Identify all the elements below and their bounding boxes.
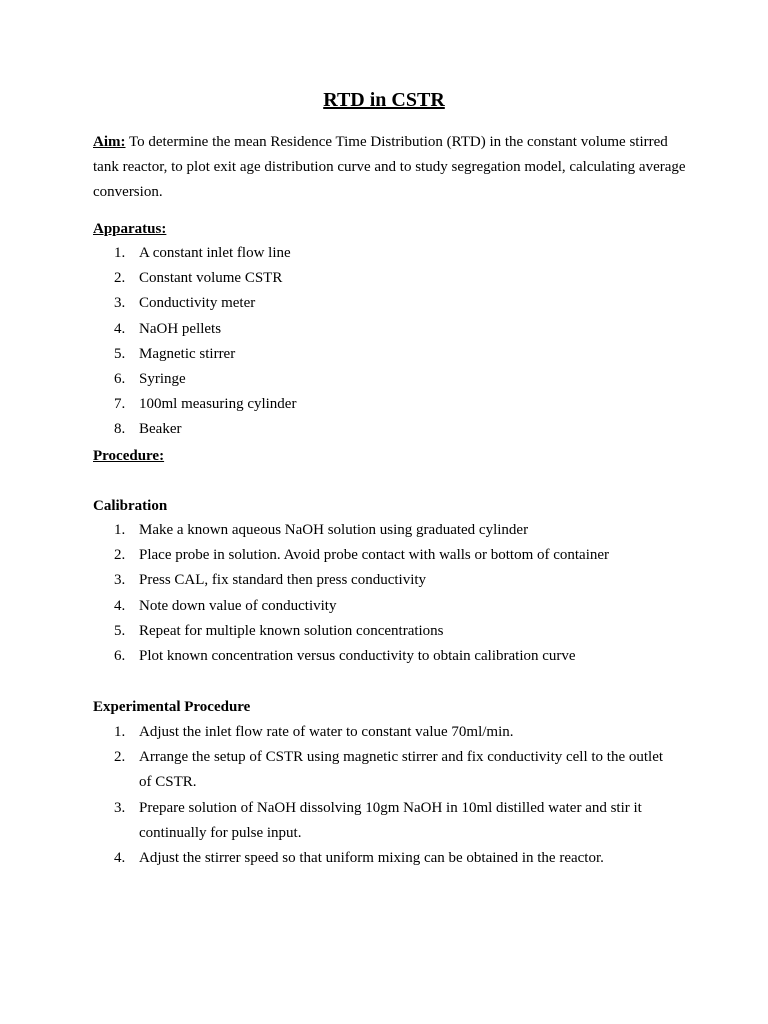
list-item-text: 100ml measuring cylinder [139,396,297,413]
aim-label: Aim: [93,134,126,150]
list-item-text: Beaker [139,421,182,438]
list-number: 6. [114,371,126,388]
list-number: 2. [114,749,126,766]
list-item [0,720,669,745]
list-item [0,619,669,644]
list-number: 5. [114,622,126,639]
list-item [0,796,669,846]
list-item-text: Plot known concentration versus conductivity to obtain calibration curve [139,648,576,665]
list-number: 1. [114,522,126,538]
list-item [0,317,669,342]
list-number: 4. [114,320,126,337]
list-number: 4. [114,597,126,614]
list-number: 3. [114,799,126,816]
aim-paragraph [93,130,693,205]
list-number: 2. [114,547,126,564]
list-number: 7. [114,396,126,413]
list-number: 4. [114,850,126,867]
list-item-text: Make a known aqueous NaOH solution using graduated cylinder [139,522,529,538]
list-item-text: Place probe in solution. Avoid probe contact with walls or bottom of container [139,547,610,564]
list-item [0,518,669,543]
list-item [0,745,669,795]
list-item [0,417,669,442]
list-item-text: Prepare solution of NaOH dissolving 10gm NaOH in 10ml distilled water and stir it continually for pulse input. [139,799,642,841]
list-number: 8. [114,421,126,438]
list-item [0,266,669,291]
list-item-text: Press CAL, fix standard then press conductivity [139,572,427,589]
aim-text: To determine the mean Residence Time Distribution (RTD) in the constant volume stirred tank reactor, to plot exit age distribution curve and to study segregation model, calculating average conversion. [93,134,686,200]
experimental-heading: Experimental Procedure [93,699,251,715]
list-item-text: Syringe [139,371,186,388]
list-number: 2. [114,270,126,287]
list-number: 1. [114,245,126,261]
experimental-list [0,720,768,871]
list-item-text: NaOH pellets [139,320,222,337]
list-number: 5. [114,345,126,362]
list-item-text: Conductivity meter [139,295,256,312]
list-item-text: A constant inlet flow line [139,245,291,261]
list-item-text: Arrange the setup of CSTR using magnetic stirrer and fix conductivity cell to the outlet of CSTR. [139,749,664,791]
procedure-heading: Procedure: [93,448,165,464]
list-number: 3. [114,295,126,312]
list-item [0,644,669,669]
apparatus-list [0,241,768,443]
calibration-heading: Calibration [93,498,168,514]
list-item [0,291,669,316]
list-number: 3. [114,572,126,589]
list-item [0,568,669,593]
list-item [0,342,669,367]
apparatus-heading: Apparatus: [93,221,167,237]
list-item [0,543,669,568]
list-item-text: Constant volume CSTR [139,270,283,287]
list-item [0,392,669,417]
calibration-list [0,518,768,669]
list-item [0,594,669,619]
list-number: 6. [114,648,126,665]
list-item-text: Magnetic stirrer [139,345,236,362]
list-item-text: Adjust the stirrer speed so that uniform mixing can be obtained in the reactor. [139,850,604,867]
list-number: 1. [114,724,126,740]
page-title: RTD in CSTR [323,89,445,111]
list-item-text: Repeat for multiple known solution concentrations [139,622,444,639]
list-item [0,846,669,871]
list-item-text: Note down value of conductivity [139,597,337,614]
list-item [0,241,669,266]
list-item [0,367,669,392]
list-item-text: Adjust the inlet flow rate of water to constant value 70ml/min. [139,724,514,740]
